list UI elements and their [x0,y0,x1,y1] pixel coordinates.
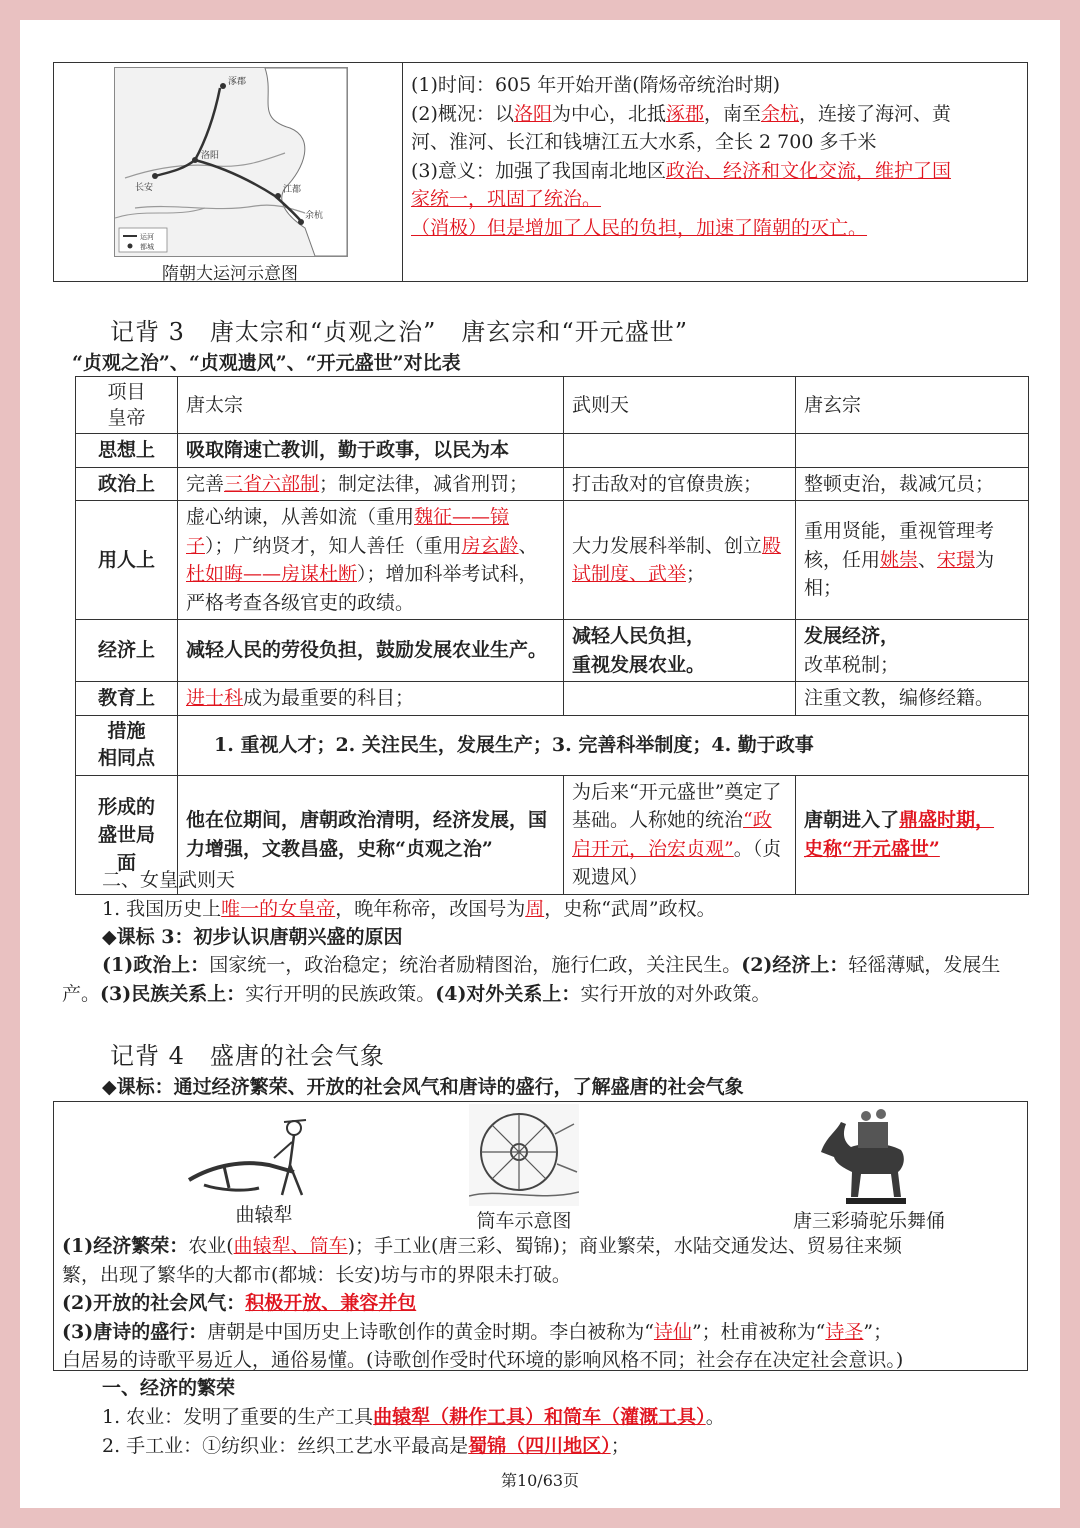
label-politics: 政治上 [76,467,178,501]
corner-cell: 项目 皇帝 [76,377,178,434]
grand-canal-text [411,71,1023,242]
map-drawing [115,68,347,256]
table-title: “贞观之治”、“贞观遗风”、“开元盛世”对比表 [72,352,461,374]
social-atmosphere-line: (2)开放的社会风气：积极开放、兼容并包 [62,1292,417,1314]
people-xuanzong: 重用贤能，重视管理考核，任用姚崇、宋璟为相； [796,501,1029,620]
economy-paragraph: (1)经济繁荣：农业(曲辕犁、筒车)；手工业(唐三彩、蜀锦)；商业繁荣，水陆交通发达、贸易往来频 [62,1235,902,1257]
row-education [76,682,1029,716]
education-wuzetian [564,682,796,716]
label-thought: 思想上 [76,434,178,468]
grand-canal-map [114,67,348,257]
luoyang-marker [192,157,198,163]
label-luoyang: 洛阳 [201,151,220,161]
map-caption: 隋朝大运河示意图 [162,264,298,284]
row-common [76,715,1029,775]
label-economy: 经济上 [76,620,178,682]
zhuojun-marker [220,83,226,89]
header-wuzetian: 武则天 [564,377,796,434]
canal-significance-line2: 家统一，巩固了统治。 [411,188,602,210]
header-xuanzong: 唐玄宗 [796,377,1029,434]
prosperity-taizong: 他在位期间，唐朝政治清明，经济发展，国力增强，文教昌盛，史称“贞观之治” [178,775,564,894]
economy-xuanzong: 发展经济， 改革税制； [796,620,1029,682]
header-taizong: 唐太宗 [178,377,564,434]
plough-image [184,1110,334,1200]
people-taizong: 虚心纳谏，从善如流（重用魏征——镜子）；广纳贤才，知人善任（重用房玄龄、杜如晦——房谋杜断）；增加科举考试科，严格考查各级官吏的政绩。 [178,501,564,620]
label-yuhang: 余杭 [305,211,324,221]
tang-poetry-line: (3)唐诗的盛行：唐朝是中国历史上诗歌创作的黄金时期。李白被称为“诗仙”；杜甫被称为“诗圣”； [62,1320,893,1343]
label-changan: 长安 [135,183,154,193]
prosperity-xuanzong: 唐朝进入了鼎盛时期， 史称“开元盛世” [796,775,1029,894]
label-prosperity: 形成的 盛世局 面 [76,775,178,894]
yuhang-marker [298,219,304,225]
box-divider [402,63,403,281]
row-thought [76,434,1029,468]
table-header-row [76,377,1029,434]
label-people: 用人上 [76,501,178,620]
jiangdu-marker [275,193,281,199]
politics-xuanzong: 整顿吏治，裁减冗员； [796,467,1029,501]
canal-negative-line: （消极）但是增加了人民的负担，加速了隋朝的灭亡。 [411,216,868,239]
education-xuanzong: 注重文教，编修经籍。 [796,682,1029,716]
economy-wuzetian: 减轻人民负担， 重视发展农业。 [564,620,796,682]
legend-canal: 运河 [140,233,154,241]
grand-canal-box [53,62,1028,282]
standard3-text: (1)政治上：国家统一，政治稳定；统治者励精图治，施行仁政，关注民生。(2)经济上：轻徭薄赋，发展生产。(3)民族关系上：实行开明的民族政策。(4)对外关系上：实行开放的对外政策。 [62,954,1001,1005]
waterwheel-caption: 筒车示意图 [476,1210,572,1232]
row-economy [76,620,1029,682]
document-page [20,20,1060,1508]
canal-time-line: (1)时间：605 年开始开凿(隋炀帝统治时期) [411,74,781,96]
politics-taizong: 完善三省六部制；制定法律，减省刑罚； [178,467,564,501]
tang-poetry-line2: 白居易的诗歌平易近人，通俗易懂。(诗歌创作受时代环境的影响风格不同；社会存在决定社会意识。) [62,1349,904,1371]
section3-heading: 记背 3 唐太宗和“贞观之治” 唐玄宗和“开元盛世” [110,318,688,346]
prosperity-wuzetian: 为后来“开元盛世”奠定了基础。人称她的统治“政启开元，治宏贞观”。（贞观遗风） [564,775,796,894]
wu-zetian-line: 1. 我国历史上唯一的女皇帝，晚年称帝，改国号为周，史称“武周”政权。 [102,898,716,920]
wu-zetian-title: 二、女皇武则天 [102,869,236,891]
legend-city: 都城 [140,243,154,251]
prosperity-box [53,1101,1028,1371]
people-wuzetian: 大力发展科举制、创立殿试制度、武举； [564,501,796,620]
label-jiangdu: 江都 [283,185,302,195]
label-common: 措施 相同点 [76,715,178,775]
econ-handicraft-line: 2. 手工业：①纺织业：丝织工艺水平最高是蜀锦（四川地区）； [102,1435,630,1457]
thought-taizong: 吸取隋速亡教训，勤于政事，以民为本 [178,434,564,468]
label-education: 教育上 [76,682,178,716]
thought-xuanzong [796,434,1029,468]
economy-taizong: 减轻人民的劳役负担，鼓励发展农业生产。 [178,620,564,682]
canal-overview-line2: 河、淮河、长江和钱塘江五大水系，全长 2 700 多千米 [411,131,877,153]
canal-overview-line: (2)概况：以洛阳为中心，北抵涿郡，南至余杭，连接了海河、黄 [411,102,952,125]
econ-agriculture-line: 1. 农业：发明了重要的生产工具曲辕犁（耕作工具）和筒车（灌溉工具）。 [102,1406,725,1428]
politics-wuzetian: 打击敌对的官僚贵族； [564,467,796,501]
common-measures: 1. 重视人才；2. 关注民生，发展生产；3. 完善科举制度；4. 勤于政事 [178,715,1029,775]
comparison-table [75,376,1029,895]
standard3-title: ◆课标 3：初步认识唐朝兴盛的原因 [102,926,403,948]
camel-figurine-image [806,1102,926,1206]
camel-caption: 唐三彩骑驼乐舞俑 [792,1210,945,1232]
prosperity-text [62,1232,1022,1375]
waterwheel-image [469,1104,579,1206]
plough-caption: 曲辕犁 [235,1204,293,1226]
section4-standard: ◆课标：通过经济繁荣、开放的社会风气和唐诗的盛行，了解盛唐的社会气象 [102,1076,744,1098]
page-number: 第10/63页 [500,1471,580,1490]
label-zhuojun: 涿郡 [228,77,247,87]
row-politics [76,467,1029,501]
canal-significance-line: (3)意义：加强了我国南北地区政治、经济和文化交流，维护了国 [411,159,951,182]
economy-paragraph-line2: 繁，出现了繁华的大都市(都城：长安)坊与市的界限未打破。 [62,1263,571,1286]
changan-marker [152,173,158,179]
education-taizong: 进士科成为最重要的科目； [178,682,564,716]
econ-title: 一、经济的繁荣 [102,1377,236,1399]
thought-wuzetian [564,434,796,468]
row-people [76,501,1029,620]
section4-heading: 记背 4 盛唐的社会气象 [110,1042,385,1070]
